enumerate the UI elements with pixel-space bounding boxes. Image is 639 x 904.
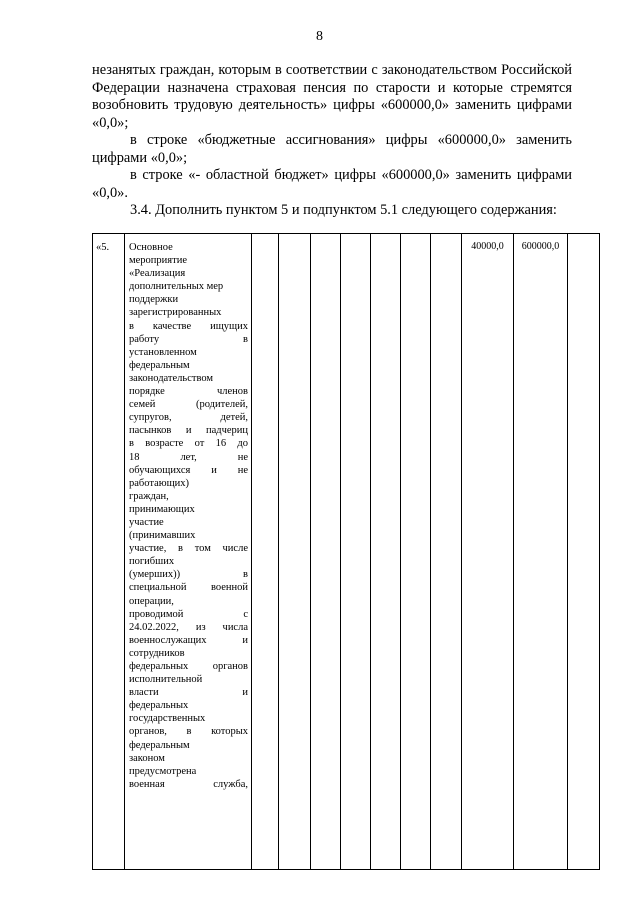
description-line: федеральным — [129, 739, 190, 751]
paragraph-1: незанятых граждан, которым в соответствии с законодательством Российской Федерации назначена страховая пенсия по старости и которые стремятся возобновить трудовую деятельность» цифры «600000,0» заменить цифрами «0,0»; — [92, 62, 572, 131]
value-cell-1: 40000,0 — [462, 234, 514, 870]
description-line: военная служба, — [129, 778, 248, 790]
empty-cell — [252, 234, 279, 870]
description-line: в качестве ищущих — [129, 320, 248, 332]
paragraph-2: в строке «бюджетные ассигнования» цифры «600000,0» заменить цифрами «0,0»; — [92, 132, 572, 166]
description-line: предусмотрена — [129, 765, 197, 777]
value-cell-2: 600000,0 — [514, 234, 568, 870]
description-line: (умерших)) в — [129, 569, 248, 581]
description-line: поддержки — [129, 294, 179, 306]
description-line: исполнительной — [129, 674, 203, 686]
description-line: порядке членов — [129, 386, 248, 398]
description-line: дополнительных мер — [129, 281, 224, 293]
description-line: в возрасте от 16 до — [129, 438, 248, 450]
row-number-cell: «5. — [93, 234, 125, 870]
empty-cell — [431, 234, 462, 870]
description-line: проводимой с — [129, 608, 248, 620]
description-line: органов, в которых — [129, 726, 248, 738]
description-line: специальной военной — [129, 582, 248, 594]
description-line: работу в — [129, 333, 248, 345]
description-line: законодательством — [129, 372, 214, 384]
description-line: семей (родителей, — [129, 399, 248, 411]
page-number: 8 — [316, 29, 323, 44]
description-line: погибших — [129, 556, 175, 568]
description-line: законом — [129, 752, 165, 764]
description-line: граждан, — [129, 490, 169, 502]
description-line: государственных — [129, 713, 206, 725]
description-line: принимающих — [129, 503, 195, 515]
description-line: (принимавших — [129, 530, 196, 542]
description-line: федеральным — [129, 359, 190, 371]
description-line: 24.02.2022, из числа — [129, 621, 248, 633]
description-line: пасынков и падчериц — [129, 425, 248, 437]
description-line: участие — [129, 516, 164, 528]
table-row — [93, 234, 600, 870]
empty-cell — [401, 234, 431, 870]
description-line: федеральных органов — [129, 661, 248, 672]
description-line: операции, — [129, 595, 174, 607]
empty-cell — [371, 234, 401, 870]
description-line: установленном — [129, 346, 197, 358]
description-line: сотрудников — [129, 647, 185, 659]
description-line: Основное — [129, 242, 173, 253]
paragraph-4: 3.4. Дополнить пунктом 5 и подпунктом 5.1 следующего содержания: — [130, 202, 557, 218]
empty-cell — [279, 234, 311, 870]
description-line: работающих) — [129, 477, 190, 489]
description-cell — [125, 234, 252, 870]
empty-cell — [311, 234, 341, 870]
description-line: федеральных — [129, 700, 189, 712]
amendment-table — [92, 233, 600, 870]
description-line: участие, в том числе — [129, 543, 248, 555]
paragraph-3: в строке «- областной бюджет» цифры «600000,0» заменить цифрами «0,0». — [92, 167, 572, 201]
description-line: супругов, детей, — [129, 412, 248, 424]
description-line: 18 лет, не — [129, 451, 248, 463]
description-line: зарегистрированных — [129, 307, 222, 319]
description-line: «Реализация — [129, 268, 186, 280]
empty-cell — [568, 234, 600, 870]
body-text — [92, 62, 572, 220]
description-line: мероприятие — [129, 255, 187, 267]
description-line: власти и — [129, 687, 248, 699]
empty-cell — [341, 234, 371, 870]
description-line: военнослужащих и — [129, 634, 248, 646]
description-line: обучающихся и не — [129, 464, 248, 476]
